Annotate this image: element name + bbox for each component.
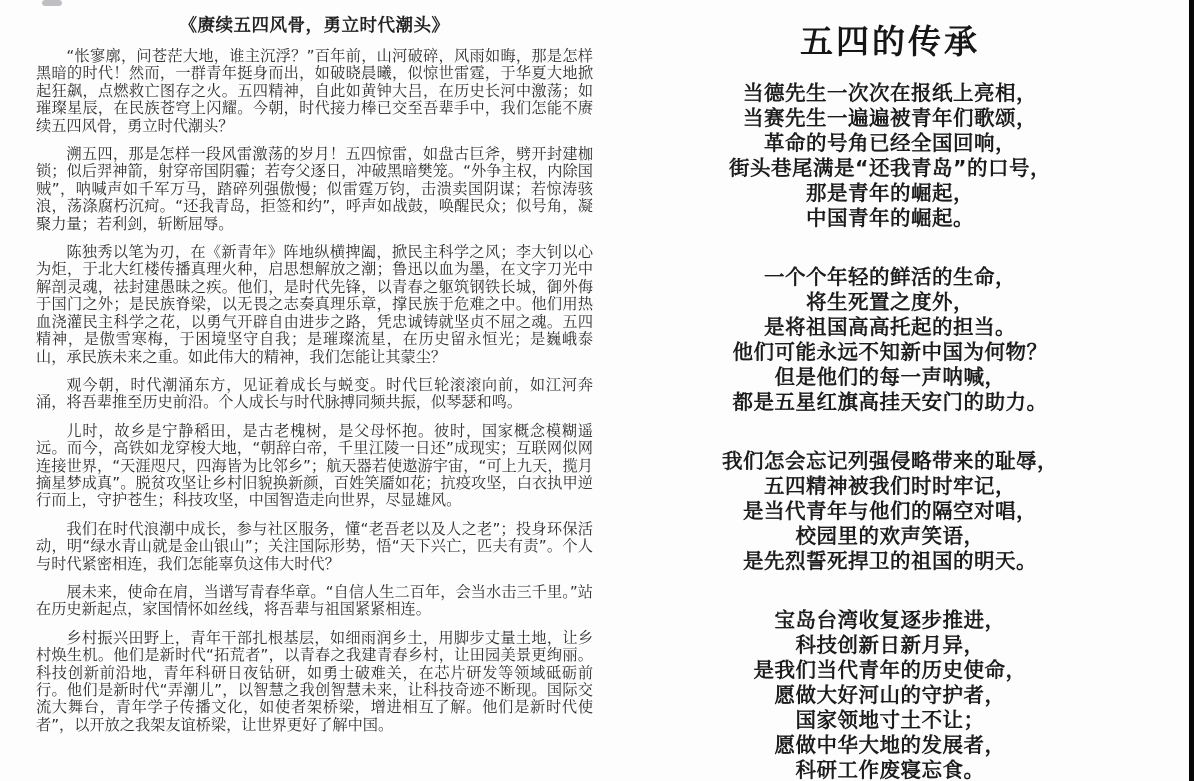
poem-page xyxy=(626,10,1154,781)
poem-stanza xyxy=(626,265,1154,415)
poem-line: 宝岛台湾收复逐步推进， xyxy=(774,608,1006,632)
poem-title: 五四的传承 xyxy=(800,22,980,61)
essay-body xyxy=(36,48,593,734)
poem-line: 科研工作废寝忘食。 xyxy=(795,758,985,781)
poem-stanza xyxy=(626,449,1154,574)
poem-line: 校园里的欢声笑语， xyxy=(795,524,985,548)
essay-paragraph: 儿时，故乡是宁静稻田，是古老槐树，是父母怀抱。彼时，国家概念模糊遥远。而今，高铁如龙穿梭大地，“朝辞白帝，千里江陵一日还”成现实；互联网似网连接世界，“天涯咫尺，四海皆为比邻乡”；航天器若使遨游宇宙，“可上九天，揽月摘星梦成真”。脱贫攻坚让乡村旧貌换新颜，百姓笑靥如花；抗疫攻坚，白衣执甲逆行而上，守护苍生；科技攻坚，中国智造走向世界，尽显雄风。 xyxy=(36,421,593,510)
poem-line: 一个个年轻的鲜活的生命， xyxy=(764,265,1016,289)
essay-page xyxy=(36,8,593,745)
poem-line: 愿做大好河山的守护者， xyxy=(774,683,1006,707)
poem-line: 革命的号角已经全国回响， xyxy=(764,131,1016,155)
poem-body xyxy=(626,81,1154,781)
poem-line: 街头巷尾满是“还我青岛”的口号， xyxy=(729,156,1051,180)
essay-paragraph: 乡村振兴田野上，青年干部扎根基层，如细雨润乡土，用脚步丈量土地，让乡村焕生机。他们是新时代“拓荒者”，以青春之我建青春乡村，让田园美景更绚丽。科技创新前沿地，青年科研日夜钻研，如勇士破难关，在芯片研发等领域砥砺前行。他们是新时代“弄潮儿”，以智慧之我创智慧未来，让科技奇迹不断现。国际交流大舞台，青年学子传播文化，如使者架桥梁，增进相互了解。他们是新时代使者”，以开放之我架友谊桥梁，让世界更好了解中国。 xyxy=(36,628,593,734)
scan-smudge-artifact xyxy=(42,0,62,6)
essay-paragraph: 展未来，使命在肩，当谱写青春华章。“自信人生二百年，会当水击三千里。”站在历史新起点，家国情怀如丝线，将吾辈与祖国紧紧相连。 xyxy=(36,582,593,619)
poem-line: 将生死置之度外， xyxy=(806,290,974,314)
poem-line: 科技创新日新月异， xyxy=(795,633,985,657)
essay-paragraph: 陈独秀以笔为刃，在《新青年》阵地纵横捭阖，掀民主科学之风；李大钊以心为炬，于北大红楼传播真理火种，启思想解放之潮；鲁迅以血为墨，在文字刀光中解剖灵魂，祛封建愚昧之疾。他们，是时代先锋，以青春之躯筑钢铁长城，御外侮于国门之外；是民族脊梁，以无畏之志奏真理乐章，撑民族于危难之中。他们用热血浇灌民主科学之花，以勇气开辟自由进步之路，凭忠诚铸就坚贞不屈之魂。五四精神，是傲雪寒梅，于困境坚守自我；是璀璨流星，在历史留永恒光；是巍峨泰山，承民族未来之重。如此伟大的精神，我们怎能让其蒙尘？ xyxy=(36,243,593,366)
poem-line: 是当代青年与他们的隔空对唱， xyxy=(743,499,1037,523)
poem-line: 五四精神被我们时时牢记， xyxy=(764,474,1016,498)
essay-paragraph: “怅寥廓，问苍茫大地，谁主沉浮？”百年前，山河破碎，风雨如晦，那是怎样黑暗的时代！然而，一群青年挺身而出，如破晓晨曦，似惊世雷霆，于华夏大地掀起狂飙，点燃救亡图存之火。五四精神，自此如黄钟大吕，在历史长河中激荡；如璀璨星辰，在民族苍穹上闪耀。今朝，时代接力棒已交至吾辈手中，我们怎能不赓续五四风骨，勇立时代潮头？ xyxy=(36,47,593,135)
poem-line: 国家领地寸土不让； xyxy=(795,708,985,732)
essay-paragraph: 我们在时代浪潮中成长，参与社区服务，懂“老吾老以及人之老”；投身环保活动，明“绿水青山就是金山银山”；关注国际形势，悟“天下兴亡，匹夫有责”。个人与时代紧密相连，我们怎能辜负这伟大时代？ xyxy=(36,519,593,573)
poem-line: 当德先生一次次在报纸上亮相， xyxy=(743,81,1037,105)
poem-line: 当赛先生一遍遍被青年们歌颂， xyxy=(743,106,1037,130)
screen-edge-bar xyxy=(1189,0,1194,781)
poem-line: 那是青年的崛起， xyxy=(806,181,974,205)
poem-stanza xyxy=(626,81,1154,231)
essay-title: 《赓续五四风骨，勇立时代潮头》 xyxy=(179,16,450,36)
poem-line: 都是五星红旗高挂天安门的助力。 xyxy=(732,390,1048,414)
poem-line: 是我们当代青年的历史使命， xyxy=(753,658,1027,682)
poem-line: 我们怎会忘记列强侵略带来的耻辱， xyxy=(722,449,1058,473)
essay-paragraph: 观今朝，时代潮涌东方，见证着成长与蜕变。时代巨轮滚滚向前，如江河奔涌，将吾辈推至历史前沿。个人成长与时代脉搏同频共振，似琴瑟和鸣。 xyxy=(36,375,593,412)
poem-line: 中国青年的崛起。 xyxy=(806,206,974,230)
poem-stanza xyxy=(626,608,1154,781)
poem-line: 他们可能永远不知新中国为何物？ xyxy=(732,340,1048,364)
poem-line: 但是他们的每一声呐喊， xyxy=(774,365,1006,389)
poem-line: 是先烈誓死捍卫的祖国的明天。 xyxy=(743,549,1037,573)
poem-line: 愿做中华大地的发展者， xyxy=(774,733,1006,757)
essay-paragraph: 溯五四，那是怎样一段风雷激荡的岁月！五四惊雷，如盘古巨斧，劈开封建枷锁；似后羿神箭，射穿帝国阴霾；若夸父逐日，冲破黑暗樊笼。“外争主权，内除国贼”，呐喊声如千军万马，踏碎列强傲慢；似雷霆万钧，击溃卖国阴谋；若惊涛骇浪，荡涤腐朽沉疴。“还我青岛，拒签和约”，呼声如战鼓，唤醒民众；似号角，凝聚力量；若利剑，斩断屈辱。 xyxy=(36,145,593,233)
poem-line: 是将祖国高高托起的担当。 xyxy=(764,315,1016,339)
